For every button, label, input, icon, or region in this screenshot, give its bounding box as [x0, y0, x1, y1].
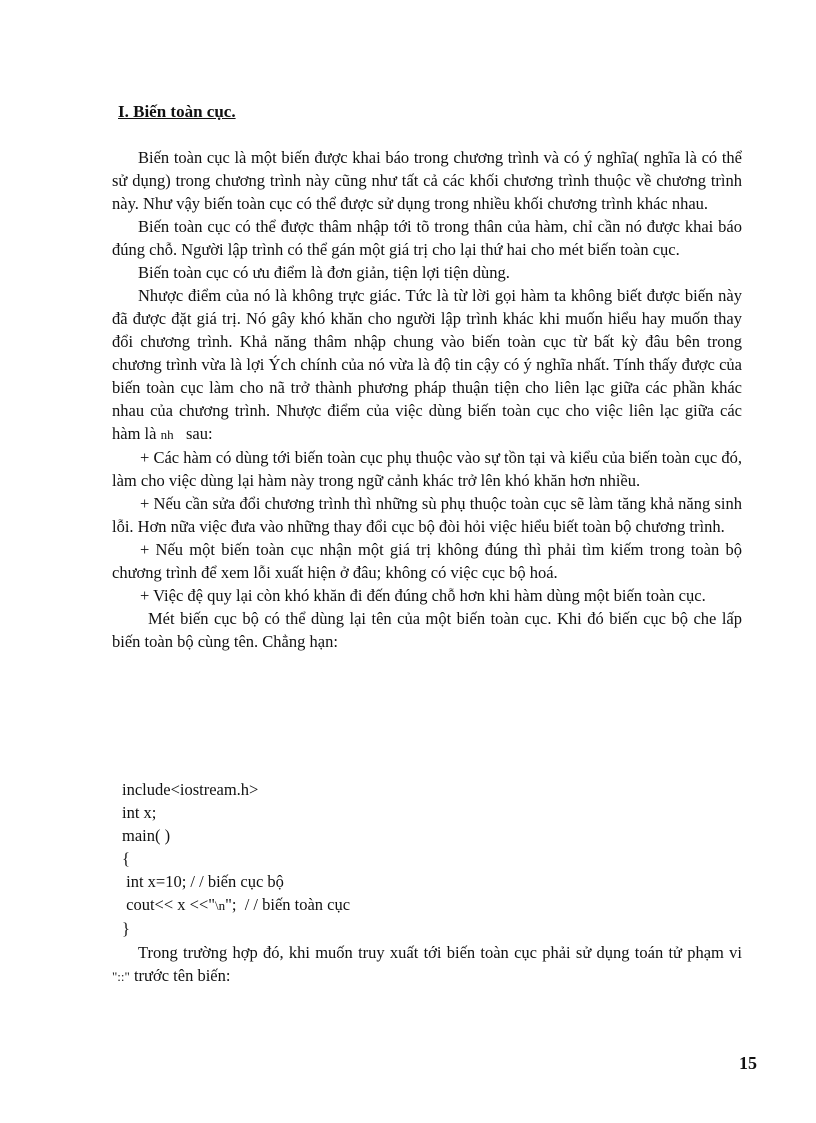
code-line: include<iostream.h>: [122, 780, 259, 799]
code-line: }: [122, 919, 130, 938]
paragraph-definition: Biến toàn cục là một biến được khai báo trong chương trình và có ý nghĩa( nghĩa là có thể sử dụng) trong chương trình này cũng như tất cả các khối chương trình thuộc về chương trình này. Như vậy biến toàn cục có thể được sử dụng trong nhiều khối chương trình khác nhau.: [112, 148, 742, 213]
code-segment: "; / / biến toàn cục: [225, 895, 351, 914]
code-line: main( ): [122, 826, 171, 845]
disadvantage-tail: sau:: [185, 424, 213, 443]
body-text: [112, 146, 742, 653]
paragraph-access: Biến toàn cục có thể được thâm nhập tới tõ trong thân của hàm, chỉ cần nó được khai báo đúng chỗ. Người lập trình có thể gán một giá trị cho lại thứ hai cho mét biến toàn cục.: [112, 217, 742, 259]
scope-tail: trước tên biến:: [129, 966, 231, 985]
page-number: 15: [739, 1053, 757, 1073]
code-example: [122, 778, 722, 940]
code-escape: \n: [215, 898, 226, 913]
scope-text: Trong trường hợp đó, khi muốn truy xuất tới biến toàn cục phải sử dụng toán tử phạm vi: [138, 943, 742, 962]
bullet-dependency: + Các hàm có dùng tới biến toàn cục phụ thuộc vào sự tồn tại và kiểu của biến toàn cục đó, làm cho việc dùng lại hàm này trong ngữ cảnh khác trở lên khó khăn hơn nhiều.: [112, 448, 742, 490]
paragraph-disadvantage: [112, 284, 742, 446]
closing-text: [112, 941, 742, 988]
scope-operator: "::": [112, 969, 130, 984]
bullet-recursion: + Việc đệ quy lại còn khó khăn đi đến đúng chỗ hơn khi hàm dùng một biến toàn cục.: [140, 586, 706, 605]
code-line: [122, 893, 722, 917]
code-line: int x=10; / / biến cục bộ: [122, 872, 284, 891]
disadvantage-text: Nhược điểm của nó là không trực giác. Tức là từ lời gọi hàm ta không biết được biến này đã được đặt giá trị. Nó gây khó khăn cho người lập trình khác khi muốn hiểu hay muốn thay đổi chương trình. Khả năng thâm nhập chung vào biến toàn cục từ bất kỳ đâu bên trong chương trình vừa là lợi Ých chính của nó vừa là độ tin cậy có ý nghĩa nhất. Tính thấy được của biến toàn cục làm cho nã trở thành phương pháp thuận tiện cho liên lạc giữa các phần khác nhau của chương trình. Nhược điểm của việc dùng biến toàn cục cho việc liên lạc giữa các hàm là: [112, 286, 742, 443]
paragraph-scope-operator: [112, 941, 742, 988]
bullet-modification: + Nếu cần sửa đổi chương trình thì những sù phụ thuộc toàn cục sẽ làm tăng khả năng sinh lỗi. Hơn nữa việc đưa vào những thay đổi cục bộ đòi hỏi việc hiểu biết toàn bộ chương trình.: [112, 494, 742, 536]
inline-small-nh: nh: [160, 427, 174, 442]
bullet-wrong-value: + Nếu một biến toàn cục nhận một giá trị không đúng thì phải tìm kiếm trong toàn bộ chương trình để xem lỗi xuất hiện ở đâu; không có việc cục bộ hoá.: [112, 540, 742, 582]
code-line: int x;: [122, 803, 157, 822]
paragraph-shadowing: Mét biến cục bộ có thể dùng lại tên của một biến toàn cục. Khi đó biến cục bộ che lấp biến toàn bộ cùng tên. Chẳng hạn:: [112, 609, 742, 651]
code-line: {: [122, 849, 130, 868]
code-segment: cout<< x <<": [122, 895, 215, 914]
section-heading: I. Biến toàn cục.: [118, 102, 236, 121]
paragraph-advantage: Biến toàn cục có ưu điểm là đơn giản, tiện lợi tiện dùng.: [138, 263, 510, 282]
